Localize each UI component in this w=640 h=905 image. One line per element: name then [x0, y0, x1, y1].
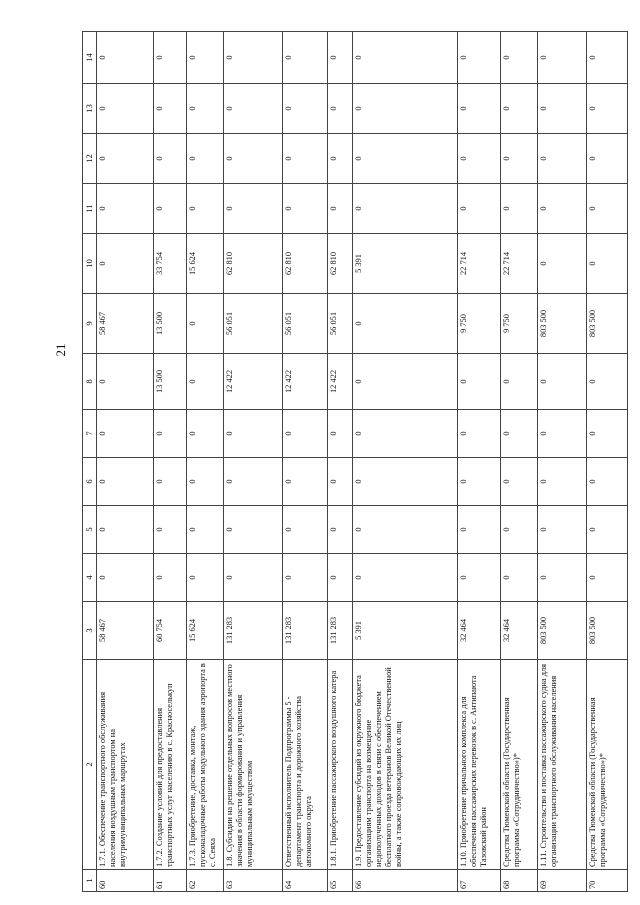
- value-cell: 0: [328, 32, 353, 84]
- value-cell: 0: [283, 134, 328, 184]
- column-header: 10: [83, 234, 97, 294]
- value-cell: 22 714: [458, 234, 501, 294]
- value-cell: 0: [587, 32, 628, 84]
- value-cell: 0: [458, 184, 501, 234]
- value-cell: 0: [501, 410, 538, 458]
- value-cell: 0: [97, 458, 154, 506]
- value-cell: 0: [187, 134, 224, 184]
- description-cell: Средства Тюменской области (Государственная программа «Сотрудничество»)*: [587, 660, 628, 870]
- budget-table: [82, 31, 628, 892]
- value-cell: 0: [353, 184, 458, 234]
- column-header: 3: [83, 602, 97, 660]
- row-number-cell: 60: [97, 870, 154, 892]
- value-cell: 0: [187, 458, 224, 506]
- value-cell: 0: [283, 184, 328, 234]
- page-number: 21: [53, 343, 68, 357]
- table-row: [97, 32, 154, 892]
- value-cell: 0: [587, 506, 628, 554]
- value-cell: 0: [97, 234, 154, 294]
- value-cell: 0: [187, 506, 224, 554]
- value-cell: 0: [353, 294, 458, 354]
- value-cell: 9 750: [458, 294, 501, 354]
- column-header: 12: [83, 134, 97, 184]
- value-cell: 0: [538, 32, 587, 84]
- description-cell: 1.9. Предоставление субсидий из окружного бюджета организациям транспорта на возмещение недополученных доходов в связи с обеспечением бесплатного проезда ветеранов Великой Отечественной войны, а также сопровождающих их лиц: [353, 660, 458, 870]
- header-row: [83, 32, 97, 892]
- value-cell: 803 500: [587, 602, 628, 660]
- value-cell: 0: [353, 134, 458, 184]
- row-number-cell: 64: [283, 870, 328, 892]
- value-cell: 0: [587, 184, 628, 234]
- value-cell: 0: [97, 32, 154, 84]
- value-cell: 0: [224, 32, 283, 84]
- value-cell: 0: [501, 554, 538, 602]
- row-number-cell: 69: [538, 870, 587, 892]
- value-cell: 0: [224, 554, 283, 602]
- value-cell: 0: [187, 84, 224, 134]
- column-header: 13: [83, 84, 97, 134]
- row-number-cell: 63: [224, 870, 283, 892]
- value-cell: 0: [187, 294, 224, 354]
- value-cell: 5 391: [353, 234, 458, 294]
- value-cell: 0: [328, 184, 353, 234]
- rotated-table-wrapper: [82, 32, 618, 892]
- value-cell: 0: [538, 184, 587, 234]
- value-cell: 0: [538, 354, 587, 410]
- value-cell: 0: [97, 354, 154, 410]
- value-cell: 0: [154, 184, 187, 234]
- value-cell: 0: [587, 354, 628, 410]
- value-cell: 56 051: [224, 294, 283, 354]
- value-cell: 15 624: [187, 234, 224, 294]
- description-cell: 1.7.3. Приобретение, доставка, монтаж, пусконаладочные работы модульного здания аэропорта в с. Сеяха: [187, 660, 224, 870]
- table-row: [353, 32, 458, 892]
- value-cell: 0: [587, 134, 628, 184]
- value-cell: 0: [458, 410, 501, 458]
- value-cell: 0: [353, 458, 458, 506]
- value-cell: 0: [587, 234, 628, 294]
- table-row: [154, 32, 187, 892]
- row-number-cell: 61: [154, 870, 187, 892]
- value-cell: 12 422: [224, 354, 283, 410]
- value-cell: 0: [328, 506, 353, 554]
- description-cell: 1.11. Строительство и поставка пассажирского судна для организации транспортного обслуживания населения: [538, 660, 587, 870]
- value-cell: 0: [587, 410, 628, 458]
- value-cell: 0: [458, 506, 501, 554]
- value-cell: 0: [328, 458, 353, 506]
- value-cell: 0: [97, 84, 154, 134]
- value-cell: 0: [501, 134, 538, 184]
- value-cell: 0: [154, 32, 187, 84]
- value-cell: 12 422: [328, 354, 353, 410]
- value-cell: 0: [328, 410, 353, 458]
- value-cell: 0: [283, 458, 328, 506]
- value-cell: 32 464: [501, 602, 538, 660]
- value-cell: 0: [353, 84, 458, 134]
- value-cell: 0: [328, 84, 353, 134]
- column-header: 6: [83, 458, 97, 506]
- value-cell: 60 754: [154, 602, 187, 660]
- value-cell: 5 391: [353, 602, 458, 660]
- value-cell: 0: [538, 458, 587, 506]
- column-header: 4: [83, 554, 97, 602]
- description-cell: 1.8.1. Приобретение пассажирского воздушного катера: [328, 660, 353, 870]
- value-cell: 0: [187, 184, 224, 234]
- value-cell: 0: [501, 32, 538, 84]
- value-cell: 0: [154, 506, 187, 554]
- value-cell: 62 810: [328, 234, 353, 294]
- value-cell: 803 500: [538, 294, 587, 354]
- value-cell: 0: [458, 458, 501, 506]
- value-cell: 62 810: [283, 234, 328, 294]
- value-cell: 0: [587, 84, 628, 134]
- value-cell: 0: [97, 554, 154, 602]
- row-number-cell: 66: [353, 870, 458, 892]
- value-cell: 0: [328, 554, 353, 602]
- value-cell: 0: [353, 410, 458, 458]
- table-row: [538, 32, 587, 892]
- table-row: [587, 32, 628, 892]
- value-cell: 0: [154, 84, 187, 134]
- column-header: 7: [83, 410, 97, 458]
- table-row: [458, 32, 501, 892]
- column-header: 2: [83, 660, 97, 870]
- row-number-cell: 62: [187, 870, 224, 892]
- value-cell: 0: [538, 410, 587, 458]
- value-cell: 0: [154, 410, 187, 458]
- value-cell: 0: [458, 32, 501, 84]
- value-cell: 0: [283, 32, 328, 84]
- value-cell: 0: [97, 184, 154, 234]
- value-cell: 58 467: [97, 602, 154, 660]
- value-cell: 131 283: [328, 602, 353, 660]
- table-row: [283, 32, 328, 892]
- value-cell: 0: [187, 32, 224, 84]
- value-cell: 0: [224, 410, 283, 458]
- value-cell: 0: [538, 134, 587, 184]
- value-cell: 0: [353, 32, 458, 84]
- value-cell: 0: [283, 554, 328, 602]
- value-cell: 0: [187, 410, 224, 458]
- value-cell: 0: [283, 84, 328, 134]
- value-cell: 0: [538, 234, 587, 294]
- value-cell: 56 051: [283, 294, 328, 354]
- value-cell: 0: [224, 506, 283, 554]
- value-cell: 803 500: [538, 602, 587, 660]
- value-cell: 131 283: [224, 602, 283, 660]
- column-header: 9: [83, 294, 97, 354]
- table-row: [224, 32, 283, 892]
- value-cell: 0: [587, 554, 628, 602]
- description-cell: 1.8. Субсидии на решение отдельных вопросов местного значения в области формирования и управления муниципальным имуществом: [224, 660, 283, 870]
- value-cell: 0: [328, 134, 353, 184]
- value-cell: 0: [154, 458, 187, 506]
- description-cell: 1.7.1. Обеспечение транспортного обслуживания населения воздушным транспортом на внутримуниципальных маршрутах: [97, 660, 154, 870]
- column-header: 5: [83, 506, 97, 554]
- value-cell: 0: [458, 554, 501, 602]
- value-cell: 0: [154, 554, 187, 602]
- value-cell: 0: [187, 354, 224, 410]
- description-cell: 1.10. Приобретение причального комплекса для обеспечения пассажирских перевозок в с. Антипаюта Тазовский район: [458, 660, 501, 870]
- value-cell: 33 754: [154, 234, 187, 294]
- value-cell: 0: [97, 410, 154, 458]
- column-header: 11: [83, 184, 97, 234]
- value-cell: 0: [97, 134, 154, 184]
- value-cell: 803 500: [587, 294, 628, 354]
- description-cell: Средства Тюменской области (Государственная программа «Сотрудничество»)*: [501, 660, 538, 870]
- value-cell: 0: [587, 458, 628, 506]
- value-cell: 0: [501, 506, 538, 554]
- row-number-cell: 67: [458, 870, 501, 892]
- value-cell: 9 750: [501, 294, 538, 354]
- value-cell: 0: [154, 134, 187, 184]
- value-cell: 22 714: [501, 234, 538, 294]
- value-cell: 0: [501, 458, 538, 506]
- value-cell: 0: [501, 354, 538, 410]
- value-cell: 0: [458, 84, 501, 134]
- column-header: 8: [83, 354, 97, 410]
- value-cell: 0: [224, 134, 283, 184]
- column-header: 1: [83, 870, 97, 892]
- description-cell: 1.7.2. Создание условий для предоставления транспортных услуг населению в с. Красноселькуп: [154, 660, 187, 870]
- value-cell: 0: [224, 184, 283, 234]
- value-cell: 0: [187, 554, 224, 602]
- value-cell: 0: [353, 354, 458, 410]
- value-cell: 0: [283, 410, 328, 458]
- value-cell: 0: [501, 84, 538, 134]
- value-cell: 56 051: [328, 294, 353, 354]
- value-cell: 58 467: [97, 294, 154, 354]
- value-cell: 0: [353, 506, 458, 554]
- table-row: [328, 32, 353, 892]
- row-number-cell: 65: [328, 870, 353, 892]
- value-cell: 32 464: [458, 602, 501, 660]
- value-cell: 0: [458, 134, 501, 184]
- value-cell: 131 283: [283, 602, 328, 660]
- value-cell: 12 422: [283, 354, 328, 410]
- value-cell: 0: [283, 506, 328, 554]
- description-cell: Ответственный исполнитель Подпрограммы 5 - департамент транспорта и дорожного хозяйства автономного округа: [283, 660, 328, 870]
- row-number-cell: 68: [501, 870, 538, 892]
- value-cell: 0: [538, 506, 587, 554]
- value-cell: 0: [458, 354, 501, 410]
- column-header: 14: [83, 32, 97, 84]
- value-cell: 0: [501, 184, 538, 234]
- value-cell: 62 810: [224, 234, 283, 294]
- table-row: [187, 32, 224, 892]
- value-cell: 0: [224, 458, 283, 506]
- row-number-cell: 70: [587, 870, 628, 892]
- value-cell: 13 500: [154, 294, 187, 354]
- table-row: [501, 32, 538, 892]
- value-cell: 15 624: [187, 602, 224, 660]
- value-cell: 0: [538, 554, 587, 602]
- value-cell: 0: [224, 84, 283, 134]
- value-cell: 13 500: [154, 354, 187, 410]
- value-cell: 0: [97, 506, 154, 554]
- value-cell: 0: [353, 554, 458, 602]
- value-cell: 0: [538, 84, 587, 134]
